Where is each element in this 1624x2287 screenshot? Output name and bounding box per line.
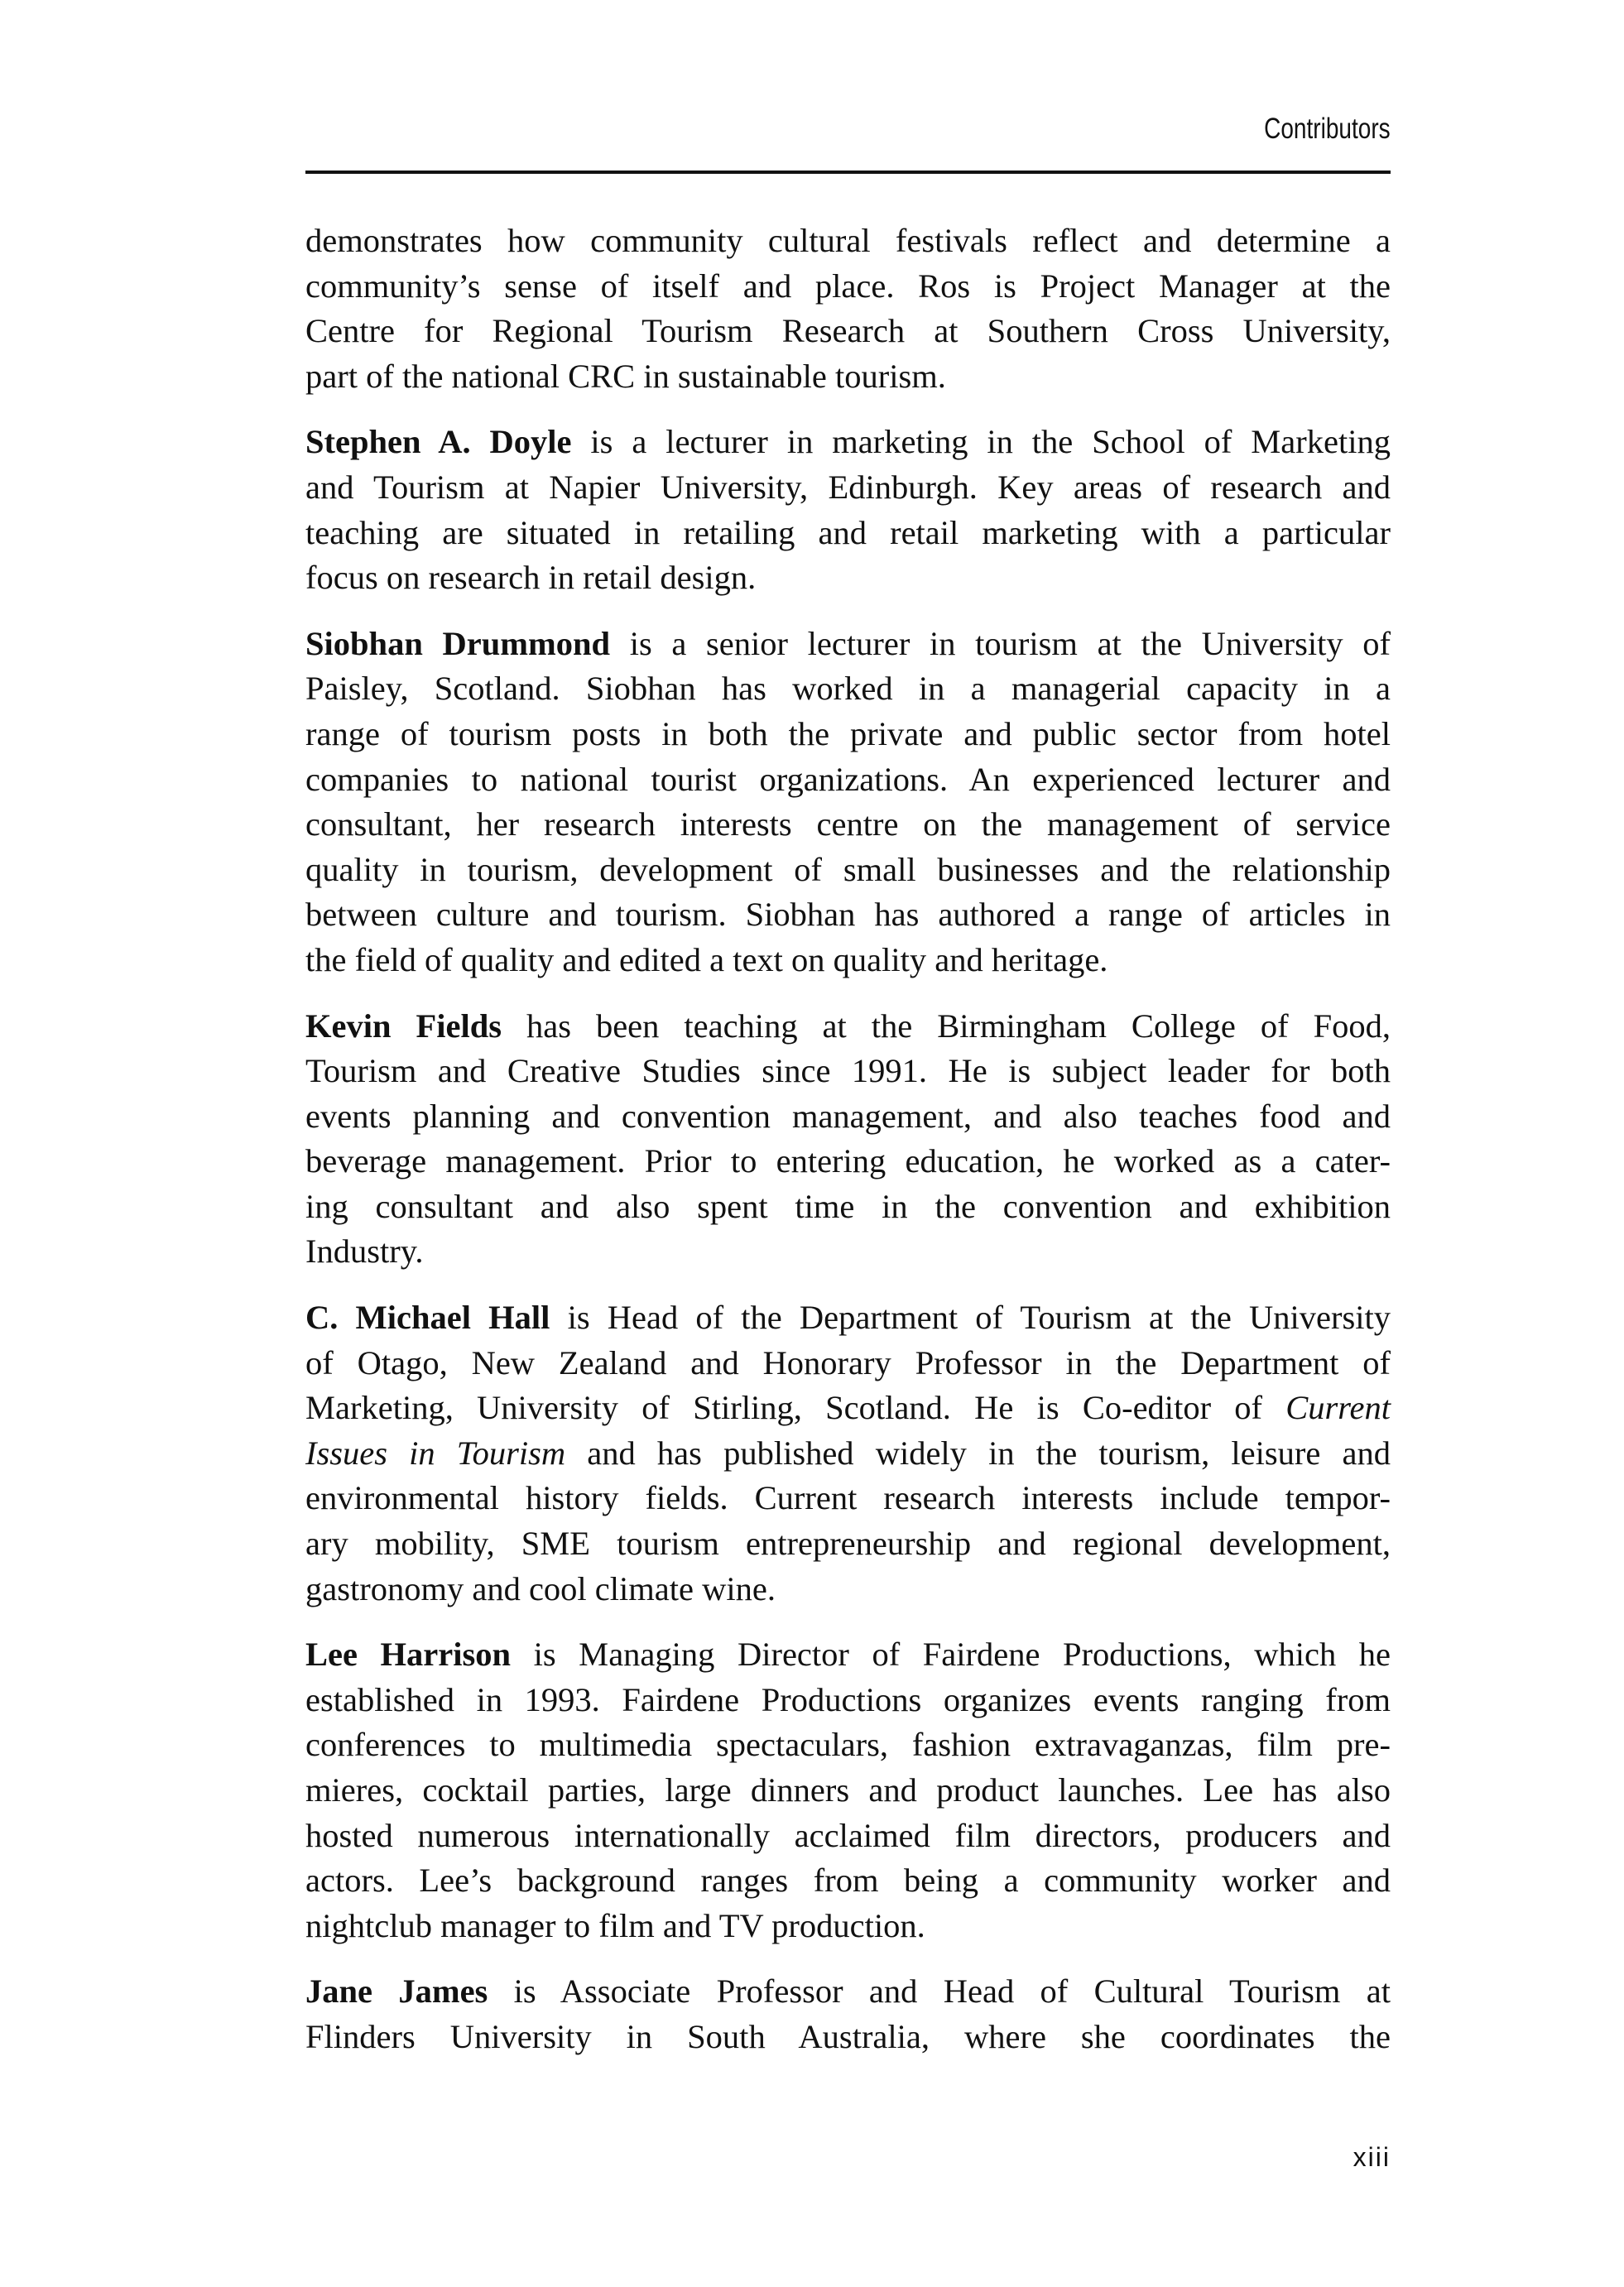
text-line <box>305 1678 1391 1723</box>
italic-title: Current <box>1285 1389 1391 1427</box>
text-line <box>305 511 1391 556</box>
text-line <box>305 1004 1391 1050</box>
text-line <box>305 219 1391 264</box>
text-segment: consultant, her research interests centre on the management of service <box>305 805 1391 843</box>
contributor-name: Lee Harrison <box>305 1636 512 1674</box>
contributor-name: Kevin Fields <box>305 1007 502 1045</box>
running-title: Contributors <box>1264 113 1391 145</box>
text-line <box>305 892 1391 938</box>
text-segment: the field of quality and edited a text on quality and heritage. <box>305 940 1108 978</box>
text-line <box>305 757 1391 803</box>
text-segment: established in 1993. Fairdene Productions organizes events ranging from <box>305 1680 1391 1718</box>
text-line <box>305 1049 1391 1094</box>
text-segment: Industry. <box>305 1232 424 1271</box>
text-segment: ary mobility, SME tourism entrepreneurship and regional development, <box>305 1525 1391 1563</box>
contributor-name: C. Michael Hall <box>305 1299 550 1337</box>
text-segment: has been teaching at the Birmingham College of Food, <box>502 1007 1391 1045</box>
contributor-paragraph <box>305 1295 1391 1612</box>
text-segment: and has published widely in the tourism, leisure and <box>565 1434 1391 1472</box>
text-line <box>305 354 1391 400</box>
contributor-paragraph <box>305 1969 1391 2059</box>
text-line <box>305 666 1391 712</box>
text-line <box>305 1632 1391 1678</box>
text-line <box>305 1904 1391 1949</box>
text-line <box>305 1229 1391 1275</box>
text-segment: is Associate Professor and Head of Cultural Tourism at <box>488 1972 1391 2011</box>
contributor-paragraph <box>305 219 1391 399</box>
contributor-name: Jane James <box>305 1972 488 2011</box>
contributor-name: Stephen A. Doyle <box>305 423 572 461</box>
text-segment: between culture and tourism. Siobhan has authored a range of articles in <box>305 896 1391 934</box>
text-segment: and Tourism at Napier University, Edinburgh. Key areas of research and <box>305 468 1391 506</box>
text-segment: teaching are situated in retailing and retail marketing with a particular <box>305 513 1391 551</box>
text-segment: actors. Lee’s background ranges from being a community worker and <box>305 1862 1391 1900</box>
text-line <box>305 1969 1391 2015</box>
contributor-paragraph <box>305 420 1391 600</box>
contributor-paragraph <box>305 1632 1391 1948</box>
text-line <box>305 802 1391 848</box>
contributor-paragraph <box>305 622 1391 983</box>
text-segment: companies to national tourist organizations. An experienced lecturer and <box>305 760 1391 798</box>
text-segment: demonstrates how community cultural festivals reflect and determine a <box>305 222 1391 259</box>
text-line <box>305 848 1391 893</box>
text-segment: events planning and convention management, and also teaches food and <box>305 1097 1391 1135</box>
text-segment: Paisley, Scotland. Siobhan has worked in a managerial capacity in a <box>305 670 1391 708</box>
text-segment: community’s sense of itself and place. Ros is Project Manager at the <box>305 267 1391 305</box>
text-segment: gastronomy and cool climate wine. <box>305 1569 776 1607</box>
text-segment: Flinders University in South Australia, where she coordinates the <box>305 2017 1391 2055</box>
text-line <box>305 1567 1391 1612</box>
text-line <box>305 420 1391 465</box>
text-line <box>305 1184 1391 1230</box>
header-rule <box>305 171 1391 174</box>
text-segment: range of tourism posts in both the private and public sector from hotel <box>305 714 1391 752</box>
text-line <box>305 309 1391 354</box>
text-segment: quality in tourism, development of small businesses and the relationship <box>305 850 1391 888</box>
text-segment: Tourism and Creative Studies since 1991. He is subject leader for both <box>305 1052 1391 1090</box>
contributor-paragraph <box>305 1004 1391 1276</box>
text-segment: is a senior lecturer in tourism at the University of <box>610 624 1391 662</box>
text-segment: focus on research in retail design. <box>305 559 757 597</box>
contributors-text <box>305 219 1391 2081</box>
text-line <box>305 622 1391 667</box>
italic-title: Issues in Tourism <box>305 1434 566 1472</box>
text-segment: of Otago, New Zealand and Honorary Professor in the Department of <box>305 1343 1391 1381</box>
text-segment: is Managing Director of Fairdene Productions, which he <box>511 1636 1391 1674</box>
text-segment: environmental history fields. Current research interests include tempor- <box>305 1479 1391 1517</box>
text-segment: Marketing, University of Stirling, Scotland. He is Co-editor of <box>305 1389 1286 1427</box>
text-line <box>305 2015 1391 2060</box>
contributor-name: Siobhan Drummond <box>305 624 611 662</box>
text-segment: hosted numerous internationally acclaimed film directors, producers and <box>305 1816 1391 1854</box>
text-line <box>305 264 1391 310</box>
text-line <box>305 1386 1391 1431</box>
text-line <box>305 1431 1391 1477</box>
text-line <box>305 1768 1391 1814</box>
running-header <box>305 113 1391 146</box>
page-number: xiii <box>1353 2142 1391 2172</box>
text-line <box>305 1139 1391 1184</box>
text-line <box>305 1858 1391 1904</box>
text-segment: ing consultant and also spent time in the convention and exhibition <box>305 1187 1391 1225</box>
text-line <box>305 1722 1391 1768</box>
text-line <box>305 1341 1391 1386</box>
text-segment: is Head of the Department of Tourism at the University <box>550 1299 1391 1337</box>
text-line <box>305 1094 1391 1140</box>
text-segment: Centre for Regional Tourism Research at Southern Cross University, <box>305 312 1391 350</box>
text-segment: is a lecturer in marketing in the School of Marketing <box>571 423 1391 461</box>
text-line <box>305 1521 1391 1567</box>
text-segment: part of the national CRC in sustainable tourism. <box>305 357 946 395</box>
text-line <box>305 1476 1391 1521</box>
text-line <box>305 1295 1391 1341</box>
text-line <box>305 465 1391 511</box>
text-line <box>305 712 1391 757</box>
text-segment: conferences to multimedia spectaculars, fashion extravaganzas, film pre- <box>305 1726 1391 1764</box>
text-line <box>305 938 1391 983</box>
text-segment: mieres, cocktail parties, large dinners and product launches. Lee has also <box>305 1771 1391 1809</box>
text-segment: beverage management. Prior to entering education, he worked as a cater- <box>305 1142 1391 1180</box>
text-segment: nightclub manager to film and TV production. <box>305 1906 925 1944</box>
text-line <box>305 1814 1391 1859</box>
text-line <box>305 555 1391 601</box>
